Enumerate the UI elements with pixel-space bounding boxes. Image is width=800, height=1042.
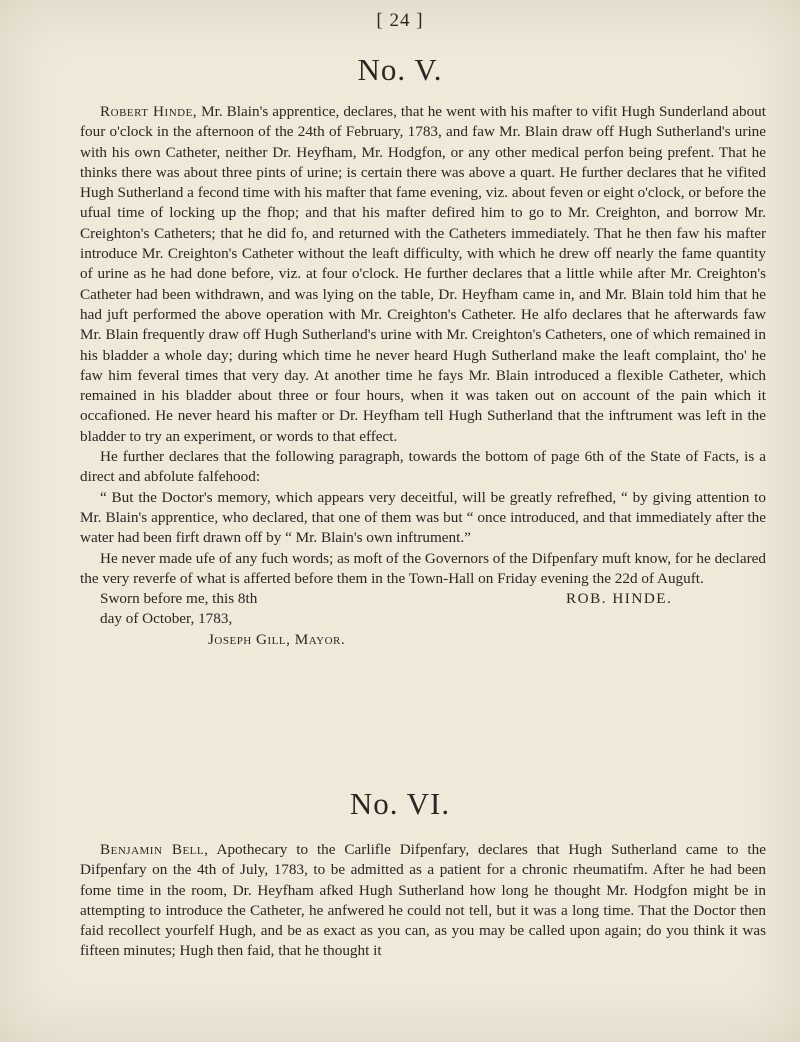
section-v-body: [80, 102, 766, 650]
section-vi-paragraph-1-text: Apothecary to the Carlifle Difpenfary, declares that Hugh Sutherland came to the Difpenfary on the 4th of July, 1783, to be admitted as a patient for a chronic rheumatifm. After he had been fome time in the room, Dr. Heyfham afked Hugh Sutherland how long he thought Mr. Hodgfon might be in attempting to introduce the Catheter, he anfwered he could not tell, but it was a long time. That the Doctor then faid recollect yourfelf Hugh, and be as exact as you can, as you may be called upon again; do you think it was fifteen minutes; Hugh then faid, that he thought it: [80, 841, 766, 960]
sworn-row-2: [80, 609, 766, 629]
section-v-paragraph-3: He never made ufe of any fuch words; as moft of the Governors of the Difpenfary muft know, for he declared the very reverfe of what is afferted before them in the Town-Hall on Friday evening the 22d of Auguft.: [80, 549, 766, 587]
page-number: [ 24 ]: [376, 10, 424, 31]
sworn-line-1: Sworn before me, this 8th: [100, 590, 258, 608]
section-v-paragraph-1: [80, 102, 766, 447]
speaker-name-vi: Benjamin Bell,: [100, 841, 209, 858]
section-heading-vi: No. VI.: [349, 786, 451, 821]
section-heading-v: No. V.: [357, 52, 443, 87]
quoted-paragraph: “ But the Doctor's memory, which appears very deceitful, will be greatly refrefhed, “ by giving attention to Mr. Blain's apprentice, who declared, that one of them was but “ once introduced, and that immediately after the water had been firft drawn off by “ Mr. Blain's own inftrument.”: [80, 488, 766, 547]
section-vi-body: [80, 840, 766, 962]
section-v-paragraph-2: He further declares that the following paragraph, towards the bottom of page 6th of the State of Facts, is a direct and abfolute falfehood:: [80, 448, 766, 486]
sworn-line-2: day of October, 1783,: [100, 610, 233, 628]
sworn-row: [80, 589, 766, 609]
mayor-attestation: Joseph Gill, Mayor.: [208, 630, 346, 648]
section-v-paragraph-1-text: Mr. Blain's apprentice, declares, that he went with his mafter to vifit Hugh Sunderland about four o'clock in the afternoon of the 24th of February, 1783, and faw Mr. Blain draw off Hugh Sutherland's urine with his own Catheter, neither Dr. Heyfham, Mr. Hodgfon, or any other medical perfon being prefent. That he thinks there was about three pints of urine; is certain there was above a quart. He further declares that he vifited Hugh Sutherland a fecond time with his mafter that fame evening, viz. about feven or eight o'clock, or before the ufual time of locking up the fhop; and that his mafter defired him to go to Mr. Creighton, and borrow Mr. Creighton's Catheters; that he did fo, and returned with the Catheters immediately. That he then faw his mafter introduce Mr. Creighton's Catheter without the leaft difficulty, with which he drew off nearly the fame quantity of urine as he had done before, viz. at four o'clock. He further declares that a little while after Mr. Creighton's Catheter had been withdrawn, and was lying on the table, Dr. Heyfham came in, and Mr. Blain told him that he had juft performed the above operation with Mr. Creighton's Catheter. He alfo declares that he afterwards faw Mr. Blain frequently draw off Hugh Sutherland's urine with Mr. Creighton's Catheters, one of which remained in his bladder a whole day; during which time he never heard Hugh Sutherland make the leaft complaint, tho' he faw him feveral times that very day. At another time he fays Mr. Blain introduced a flexible Catheter, which remained in his bladder about three or four hours, when it was taken out on account of the pain which it occafioned. He never heard his mafter or Dr. Heyfham tell Hugh Sutherland that the inftrument was left in the bladder to try an experiment, or words to that effect.: [80, 103, 766, 445]
signature: ROB. HINDE.: [566, 590, 673, 608]
section-vi-paragraph-1: [80, 840, 766, 962]
speaker-name: Robert Hinde,: [100, 103, 198, 120]
